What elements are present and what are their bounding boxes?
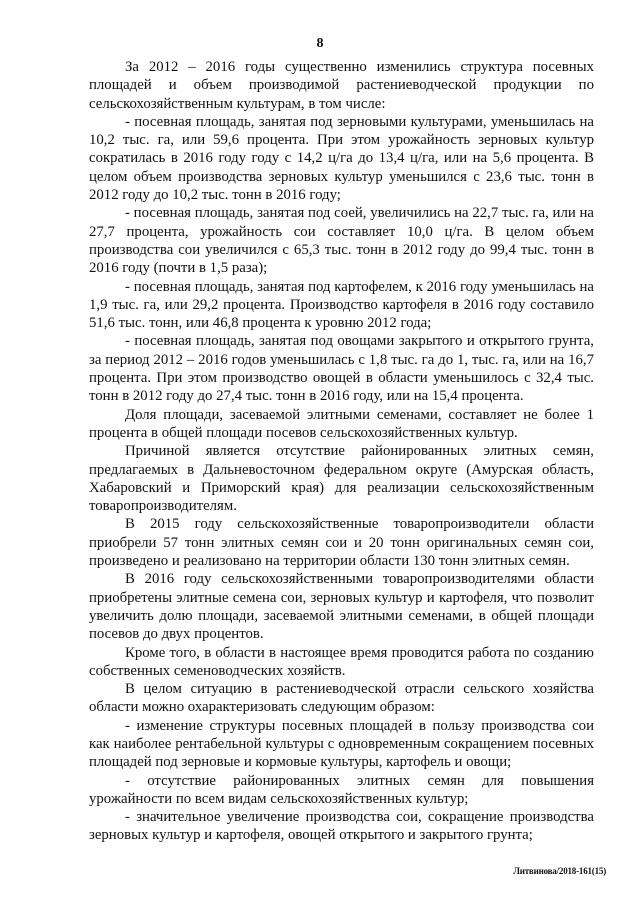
paragraph-soy-area: - посевная площадь, занятая под соей, увеличились на 22,7 тыс. га, или на 27,7 процента, урожайность сои составляет 10,0 ц/га. В целом объем производства сои увеличился с 65,3 тыс. тонн в 2012 году до 99,4 тыс. тонн в 2016 году (почти в 1,5 раза); xyxy=(89,205,594,277)
paragraph-seed-farms: Кроме того, в области в настоящее время проводится работа по созданию собственных семеноводческих хозяйств. xyxy=(89,644,594,679)
paragraph-elite-seed-share: Доля площади, засеваемой элитными семенами, составляет не более 1 процента в общей площади посевов сельскохозяйственных культур. xyxy=(89,406,594,441)
paragraph-structure-change: - изменение структуры посевных площадей в пользу производства сои как наиболее рентабельной культуры с одновременным сокращением посевных площадей под зерновые и кормовые культуры, картофель и овощи; xyxy=(89,717,594,771)
paragraph-2016-purchases: В 2016 году сельскохозяйственными товаропроизводителями области приобретены элитные семена сои, зерновых культур и картофеля, что позволит увеличить долю площади, засеваемой элитными семенами, в общей площади посевов до двух процентов. xyxy=(89,571,594,643)
document-body xyxy=(89,58,594,845)
paragraph-intro: За 2012 – 2016 годы существенно изменились структура посевных площадей и объем производимой растениеводческой продукции по сельскохозяйственным культурам, в том числе: xyxy=(89,59,594,112)
document-reference: Литвинова/2018-161(15) xyxy=(513,866,606,876)
paragraph-no-elite-seeds: - отсутствие районированных элитных семян для повышения урожайности по всем видам сельскохозяйственных культур; xyxy=(89,772,594,807)
paragraph-potato-area: - посевная площадь, занятая под картофелем, к 2016 году уменьшилась на 1,9 тыс. га, или 29,2 процента. Производство картофеля в 2016 году составило 51,6 тыс. тонн, или 46,8 процента к уровню 2012 года; xyxy=(89,278,594,332)
paragraph-vegetable-area: - посевная площадь, занятая под овощами закрытого и открытого грунта, за период 2012 – 2016 годов уменьшилась с 1,8 тыс. га до 1, тыс. га, или на 16,7 процента. При этом производство овощей в области уменьшилось с 32,4 тыс. тонн в 2012 году до 27,4 тыс. тонн в 2016 году, или на 15,4 процента. xyxy=(89,333,594,405)
paragraph-2015-purchases: В 2015 году сельскохозяйственные товаропроизводители области приобрели 57 тонн элитных семян сои и 20 тонн оригинальных семян сои, произведено и реализовано на территории области 130 тонн элитных семян. xyxy=(89,516,594,570)
paragraph-grain-area: - посевная площадь, занятая под зерновыми культурами, уменьшилась на 10,2 тыс. га, или 59,6 процента. При этом урожайность зерновых культур сократилась в 2016 году году с 14,2 ц/га до 13,4 ц/га, или на 5,6 процента. В целом объем производства зерновых культур уменьшился с 23,6 тыс. тонн в 2012 году до 10,2 тыс. тонн в 2016 году; xyxy=(89,113,594,204)
paragraph-production-change: - значительное увеличение производства сои, сокращение производства зерновых культур и картофеля, овощей открытого и закрытого грунта; xyxy=(89,809,594,844)
paragraph-reason: Причиной является отсутствие районированных элитных семян, предлагаемых в Дальневосточном федеральном округе (Амурская область, Хабаровский и Приморский края) для реализации сельскохозяйственным товаропроизводителям. xyxy=(89,443,594,515)
page-number: 8 xyxy=(316,36,324,51)
paragraph-summary-intro: В целом ситуацию в растениеводческой отрасли сельского хозяйства области можно охарактеризовать следующим образом: xyxy=(89,681,594,716)
